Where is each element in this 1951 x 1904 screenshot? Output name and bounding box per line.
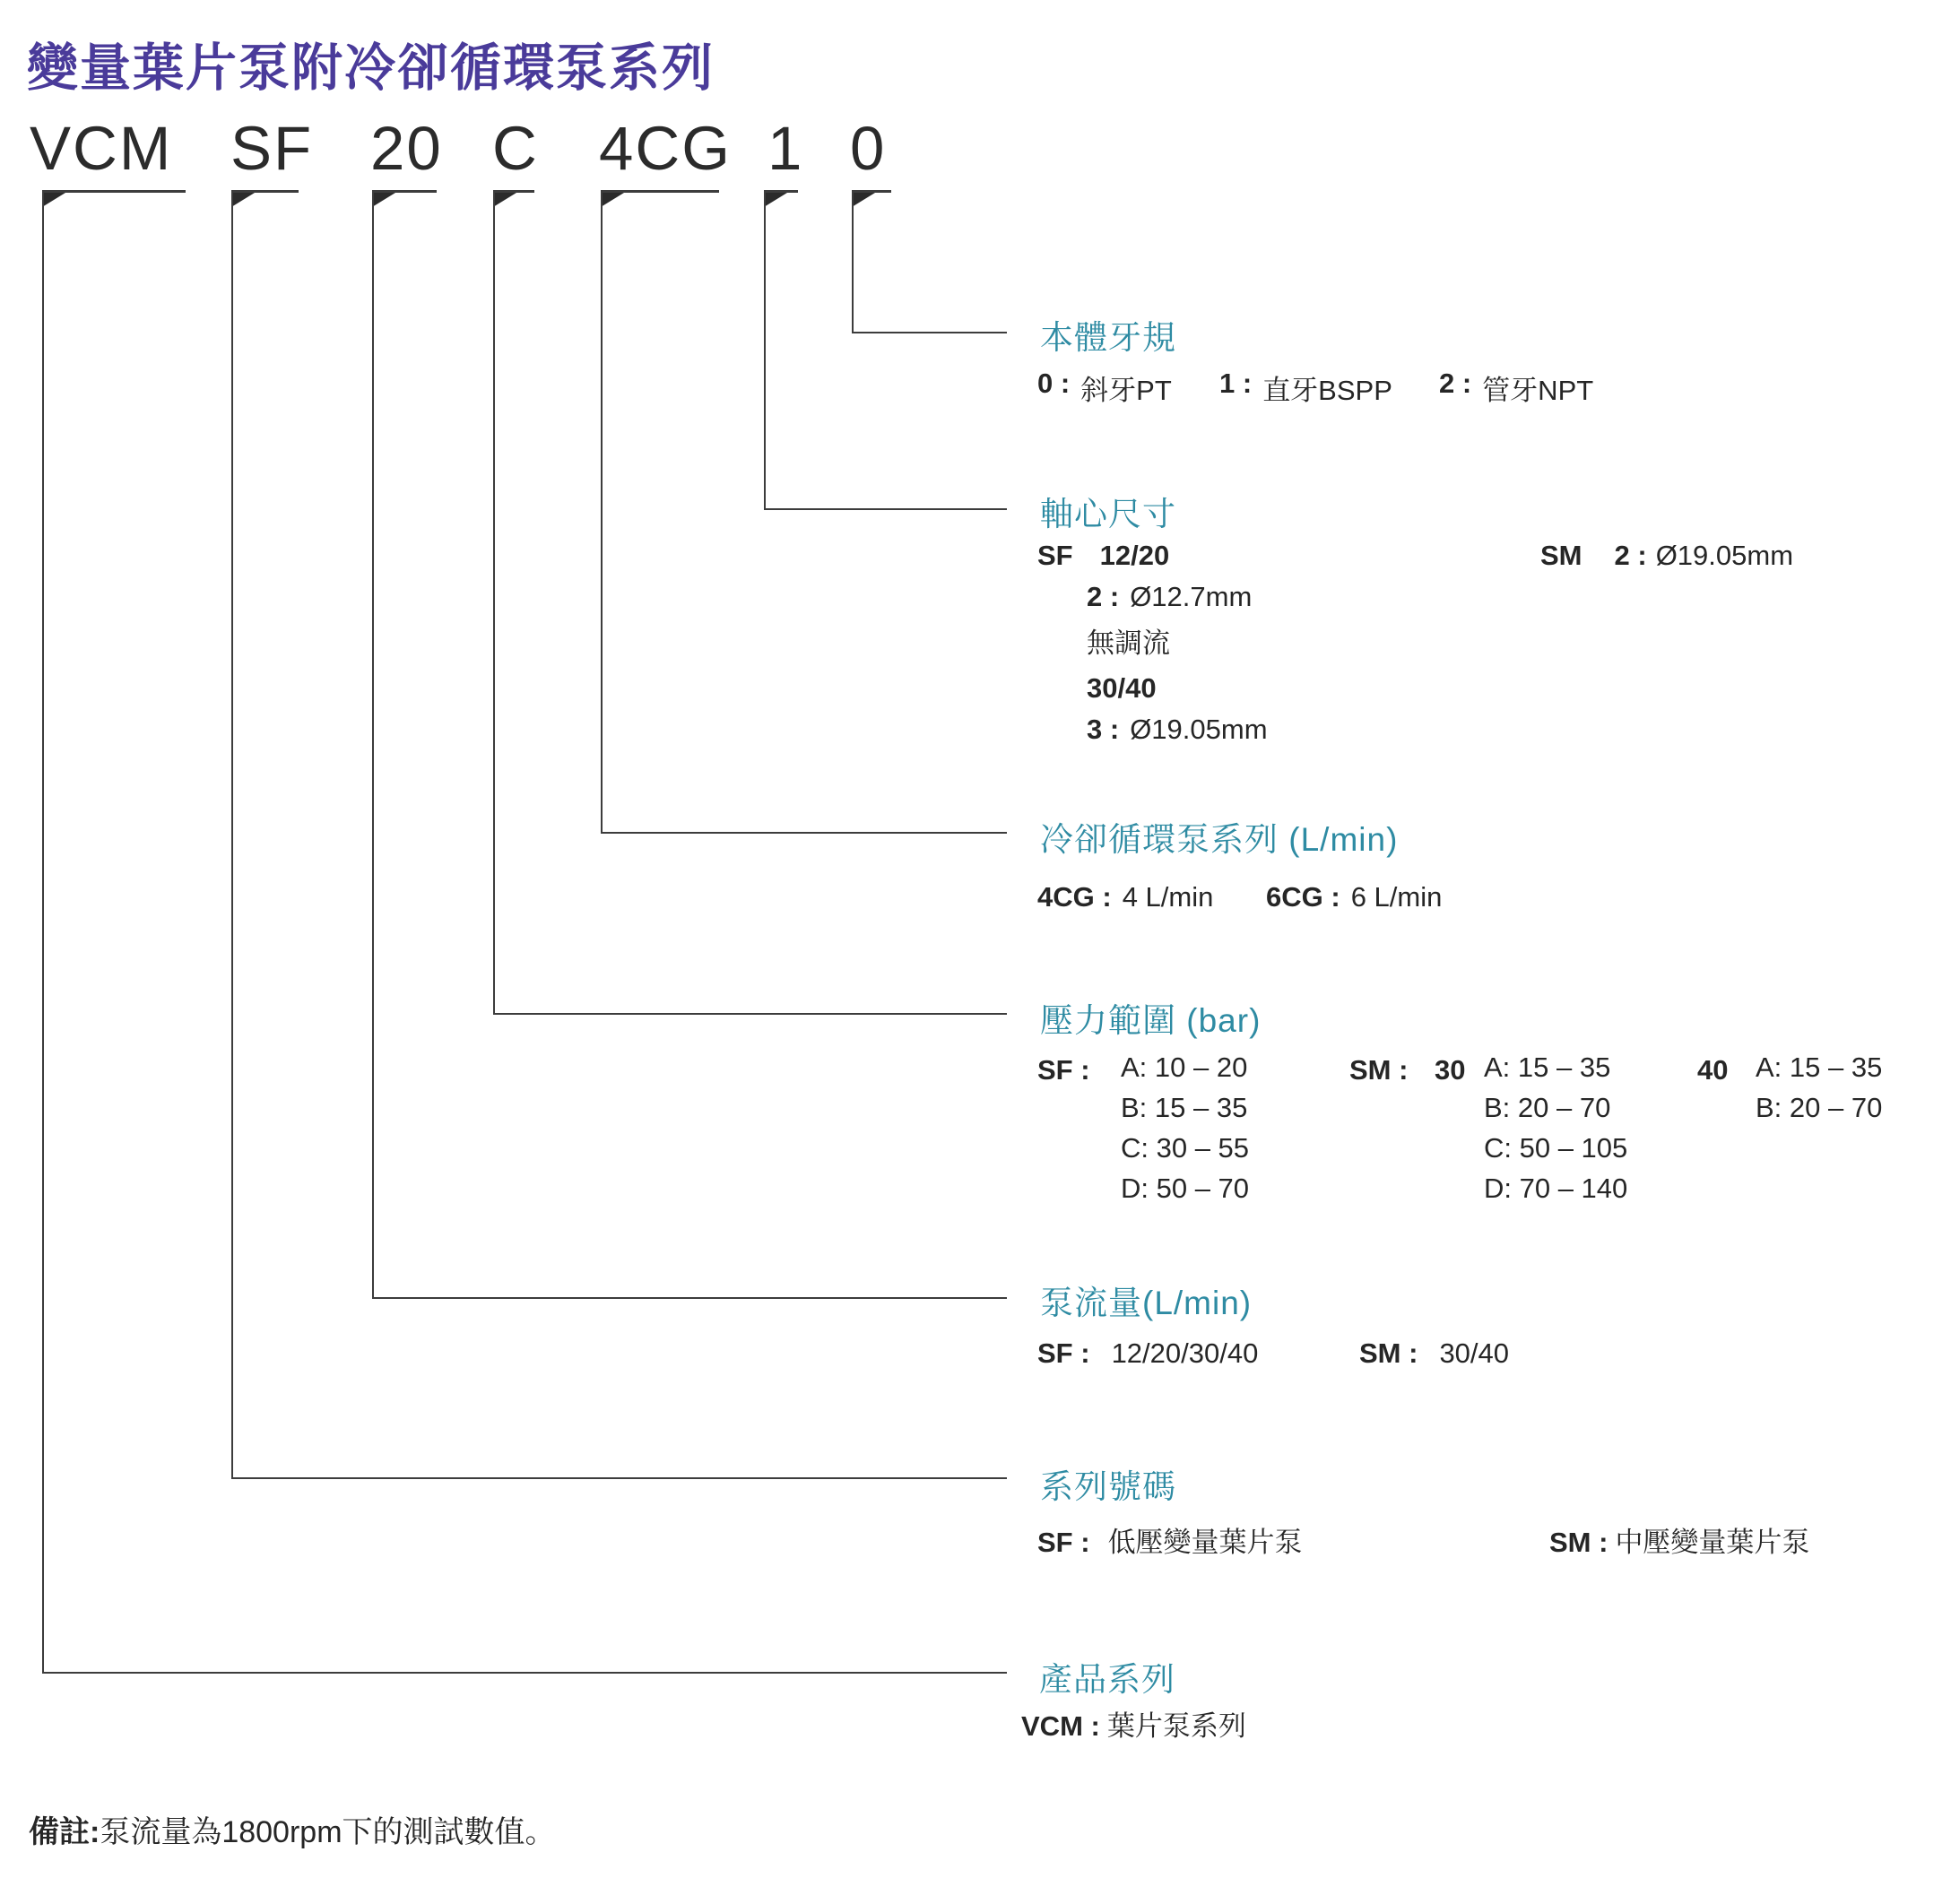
bracket-corner-icon [852,193,875,207]
bracket-hline-20 [372,1297,1007,1299]
bracket-corner-icon [231,193,255,207]
bracket-underline-4cg [601,190,719,193]
bracket-corner-icon [42,193,65,207]
section-heading-cooling-pump: 冷卻循環泵系列 (L/min) [1040,821,1399,858]
bracket-hline-c [493,1013,1007,1015]
section-heading-body-thread: 本體牙規 [1040,319,1176,356]
bracket-vline-1 [764,190,766,510]
spec-item: SM : 30/40 [1359,1337,1510,1369]
spec-item: SM 2 : Ø19.05mm [1540,540,1794,571]
bracket-hline-0 [852,332,1007,333]
spec-item: 30/40 [1087,672,1157,704]
spec-item: SF 12/20 [1037,540,1170,571]
spec-item: SM : 中壓變量葉片泵 [1549,1527,1810,1558]
spec-item: 3 : Ø19.05mm [1087,714,1268,745]
pressure-rows-sf: A: 10 – 20 B: 15 – 35 C: 30 – 55 D: 50 – 70 [1121,1052,1250,1204]
bracket-underline-c [493,190,534,193]
spec-item: 0 : 斜牙PT [1037,368,1172,406]
bracket-underline-0 [852,190,891,193]
pressure-size-30: 30 [1435,1054,1466,1086]
spec-item: 6CG : 6 L/min [1266,881,1443,913]
model-code-segment-c: C [492,114,539,183]
bracket-corner-icon [493,193,516,207]
bracket-underline-20 [372,190,437,193]
bracket-corner-icon [601,193,624,207]
spec-item: SF : 低壓變量葉片泵 [1037,1527,1303,1558]
page-title: 變量葉片泵附冷卻循環泵系列 [27,39,715,97]
spec-item: VCM : 葉片泵系列 [1021,1710,1246,1742]
section-heading-shaft-size: 軸心尺寸 [1040,496,1176,532]
bracket-hline-1 [764,508,1007,510]
spec-item: 2 : 管牙NPT [1439,368,1594,406]
section-heading-pump-flow: 泵流量(L/min) [1040,1285,1253,1321]
model-code-segment-vcm: VCM [30,114,173,183]
bracket-vline-20 [372,190,374,1299]
pressure-size-40: 40 [1697,1054,1729,1086]
bracket-hline-sf [231,1477,1007,1479]
bracket-vline-0 [852,190,854,333]
bracket-vline-c [493,190,495,1015]
pressure-col-label-sm: SM : [1349,1054,1409,1086]
section-heading-product-series: 產品系列 [1039,1661,1175,1698]
section-heading-pressure-range: 壓力範圍 (bar) [1040,1002,1262,1039]
pressure-col-label-sf: SF : [1037,1054,1090,1086]
spec-item: 2 : Ø12.7mm [1087,581,1253,612]
bracket-corner-icon [764,193,787,207]
bracket-hline-4cg [601,832,1007,834]
pressure-rows-sm-30: A: 15 – 35 B: 20 – 70 C: 50 – 105 D: 70 – 140 [1484,1052,1628,1204]
model-code-segment-1: 1 [767,114,804,183]
bracket-corner-icon [372,193,395,207]
spec-item: SF : 12/20/30/40 [1037,1337,1259,1369]
bracket-vline-4cg [601,190,603,834]
spec-item: 1 : 直牙BSPP [1219,368,1392,406]
bracket-underline-vcm [42,190,186,193]
pressure-rows-sm-40: A: 15 – 35 B: 20 – 70 [1756,1052,1883,1123]
section-heading-series-number: 系列號碼 [1040,1468,1176,1505]
bracket-underline-1 [764,190,798,193]
model-code-segment-4cg: 4CG [599,114,732,183]
spec-item: 無調流 [1087,627,1170,659]
model-code-segment-0: 0 [850,114,887,183]
bracket-hline-vcm [42,1672,1007,1674]
bracket-vline-vcm [42,190,44,1674]
bracket-vline-sf [231,190,233,1479]
spec-item: 4CG : 4 L/min [1037,881,1214,913]
bracket-underline-sf [231,190,299,193]
model-code-segment-sf: SF [230,114,314,183]
footnote: 備註:泵流量為1800rpm下的測試數值。 [29,1815,556,1849]
model-code-segment-20: 20 [370,114,443,183]
